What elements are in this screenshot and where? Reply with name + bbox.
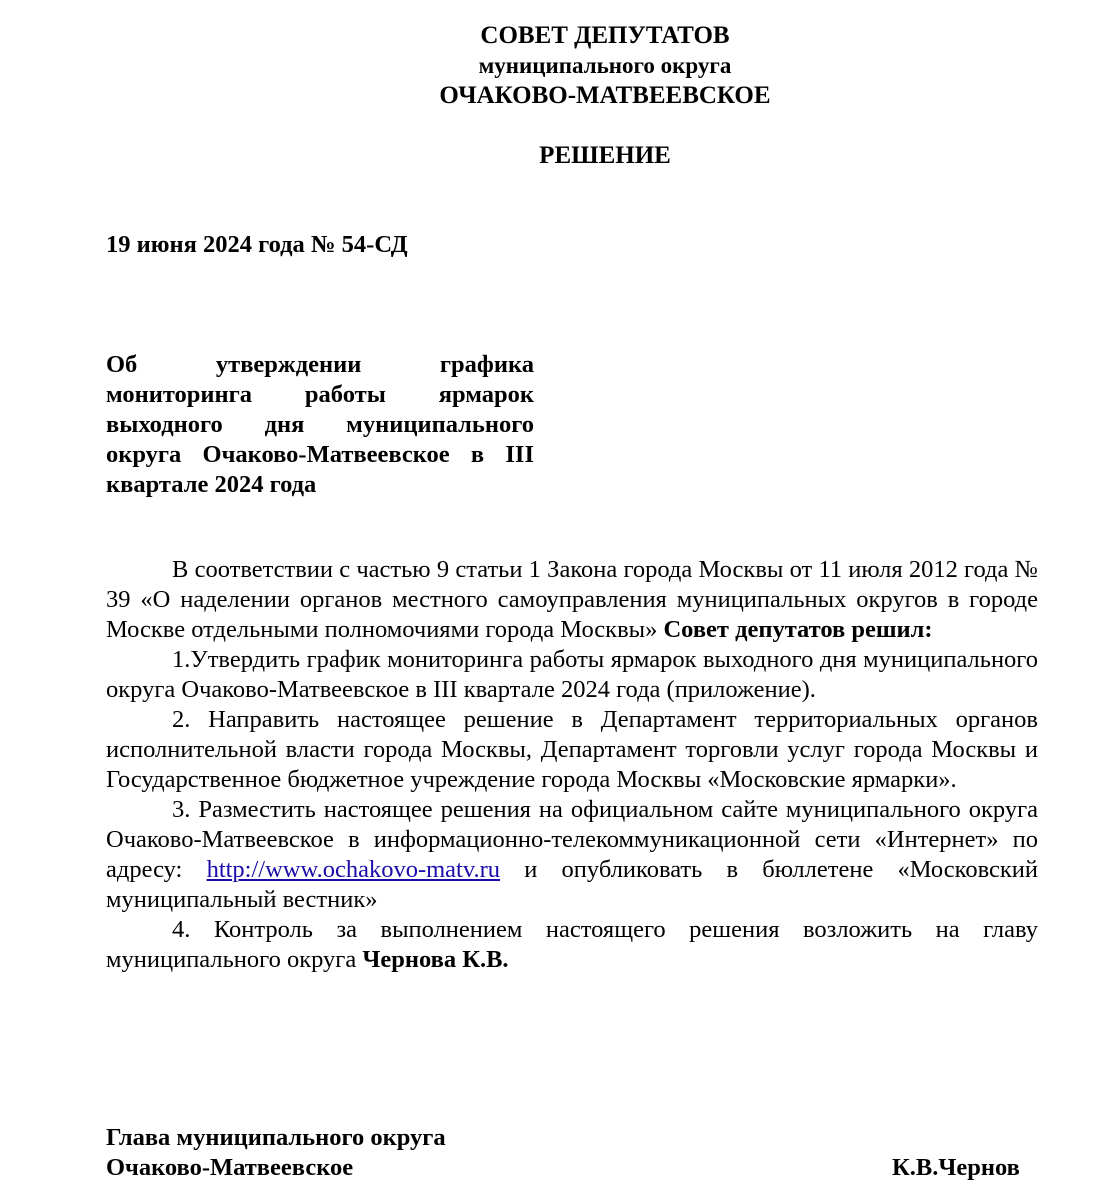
responsible-person: Чернова К.В.: [362, 946, 509, 973]
signature-title: [106, 1123, 446, 1183]
decided-text: Совет депутатов решил:: [663, 616, 933, 643]
document-type: РЕШЕНИЕ: [539, 142, 671, 169]
signature-title-line-2: Очаково-Матвеевское: [106, 1154, 354, 1181]
district-name: ОЧАКОВО-МАТВЕЕВСКОЕ: [439, 82, 771, 109]
decision-item-4: [106, 915, 1038, 975]
council-subtitle: муниципального округа: [478, 53, 732, 78]
decision-item-1: 1.Утвердить график мониторинга работы ярмарок выходного дня муниципального округа Очаково-Матвеевское в III квартале 2024 года (приложение).: [106, 646, 1038, 703]
decision-item-2: 2. Направить настоящее решение в Департамент территориальных органов исполнительной власти города Москвы, Департамент торговли услуг города Москвы и Государственное бюджетное учреждение города Москвы «Московские ярмарки».: [106, 706, 1038, 793]
preamble-text: В соответствии с частью 9 статьи 1 Закона города Москвы от 11 июля 2012 года № 39 «О наделении органов местного самоуправления муниципальных округов в городе Москве отдельными полномочиями города Москвы»: [106, 556, 1038, 643]
signature-name: К.В.Чернов: [892, 1154, 1020, 1181]
decision-subject: Об утверждении графика мониторинга работы ярмарок выходного дня муниципального округа Очаково-Матвеевское в III квартале 2024 года: [106, 351, 534, 498]
item-4-text: 4. Контроль за выполнением настоящего решения возложить на главу муниципального округа: [106, 916, 1038, 973]
website-link[interactable]: http://www.ochakovo-matv.ru: [206, 856, 501, 883]
date-and-number: 19 июня 2024 года № 54-СД: [106, 231, 408, 258]
decision-item-3: [106, 795, 1038, 915]
council-title: СОВЕТ ДЕПУТАТОВ: [480, 22, 730, 49]
document-header: [105, 20, 1105, 171]
item-3-text-after: и опубликовать в бюллетене «Московский муниципальный вестник»: [106, 856, 1039, 913]
preamble-paragraph: [106, 555, 1038, 645]
signature-title-line-1: Глава муниципального округа: [106, 1124, 446, 1151]
item-3-text: 3. Разместить настоящее решения на официальном сайте муниципального округа Очаково-Матвеевское в информационно-телекоммуникационной сети «Интернет» по адресу:: [106, 796, 1038, 883]
decision-body: [106, 555, 1038, 975]
